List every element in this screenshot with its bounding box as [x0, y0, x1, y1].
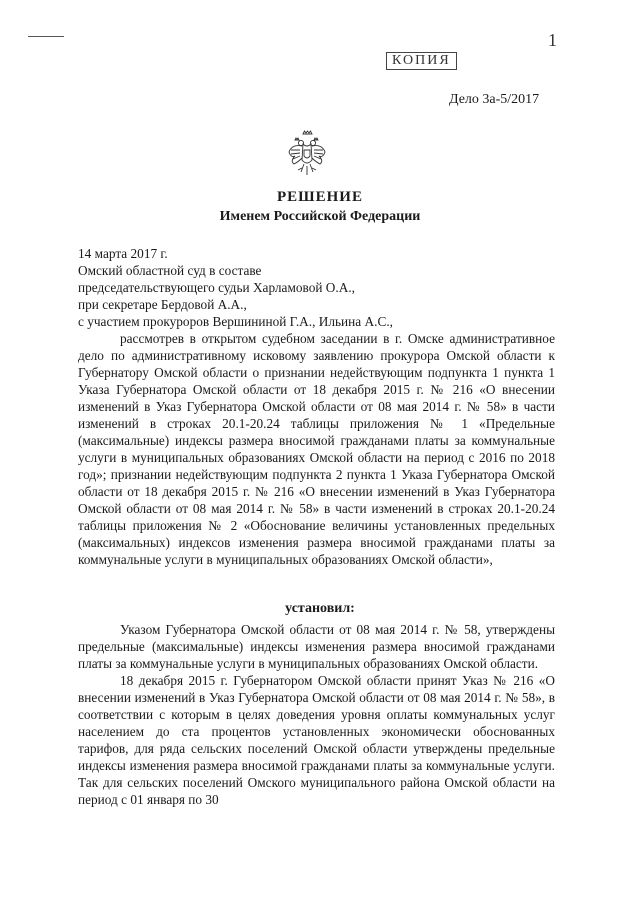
document-title: РЕШЕНИЕ: [277, 189, 363, 205]
russian-coat-of-arms-icon: [286, 128, 328, 180]
case-number: Дело 3а-5/2017: [449, 92, 540, 107]
court-composition: Омский областной суд в составе: [78, 263, 262, 278]
findings-paragraph-2: 18 декабря 2015 г. Губернатором Омской области принят Указ № 216 «О внесении изменений в Указ Губернатора Омской области от 08 мая 2014 г. № 58», в соответствии с которым в целях доведения уровня оплаты коммунальных услуг населением до ста процентов установленных экономически обоснованных тарифов, для ряда сельских поселений Омской области утверждены предельные индексы изменения размера вносимой гражданами платы за коммунальные услуги. Так для сельских поселений Омского муниципального района Омской области на период с 01 января по 30: [78, 673, 555, 807]
court-secretary: при секретаре Бердовой А.А.,: [78, 297, 247, 312]
scan-mark: [28, 36, 64, 37]
findings-body: [78, 621, 555, 808]
page-number: 1: [548, 30, 557, 50]
document-subtitle: Именем Российской Федерации: [219, 209, 421, 224]
presiding-judge: председательствующего судьи Харламовой О.А.,: [78, 280, 355, 295]
findings-paragraph-1: Указом Губернатора Омской области от 08 мая 2014 г. № 58, утверждены предельные (максимальные) индексы изменения размера вносимой гражданами платы за коммунальные услуги в муниципальных образованиях Омской области.: [78, 622, 555, 671]
document-body: [78, 245, 555, 568]
considered-paragraph: рассмотрев в открытом судебном заседании в г. Омске административное дело по административному исковому заявлению прокурора Омской области к Губернатору Омской области о признании недействующим подпункта 1 пункта 1 Указа Губернатора Омской области от 18 декабря 2015 г. № 216 «О внесении изменений в Указ Губернатора Омской области от 08 мая 2014 г. № 58» в части изменений в строках 20.1-20.24 таблицы приложения № 1 «Предельные (максимальные) индексы размера вносимой гражданами платы за коммунальные услуги в муниципальных образованиях Омской области на период с 2016 по 2018 год»; признании недействующим подпункта 2 пункта 1 Указа Губернатора Омской области от 18 декабря 2015 г. № 216 «О внесении изменений в Указ Губернатора Омской области от 08 мая 2014 г. № 58» в части изменений в строках 20.1-20.24 таблицы приложения № 2 «Обоснование величины установленных предельных (максимальных) индексов изменения размера вносимой гражданами платы за коммунальные услуги в муниципальных образованиях Омской области»,: [78, 331, 555, 567]
copy-stamp: КОПИЯ: [386, 52, 457, 70]
section-heading: установил:: [285, 601, 355, 616]
decision-date: 14 марта 2017 г.: [78, 246, 168, 261]
prosecutors: с участием прокуроров Вершининой Г.А., Ильина А.С.,: [78, 314, 393, 329]
